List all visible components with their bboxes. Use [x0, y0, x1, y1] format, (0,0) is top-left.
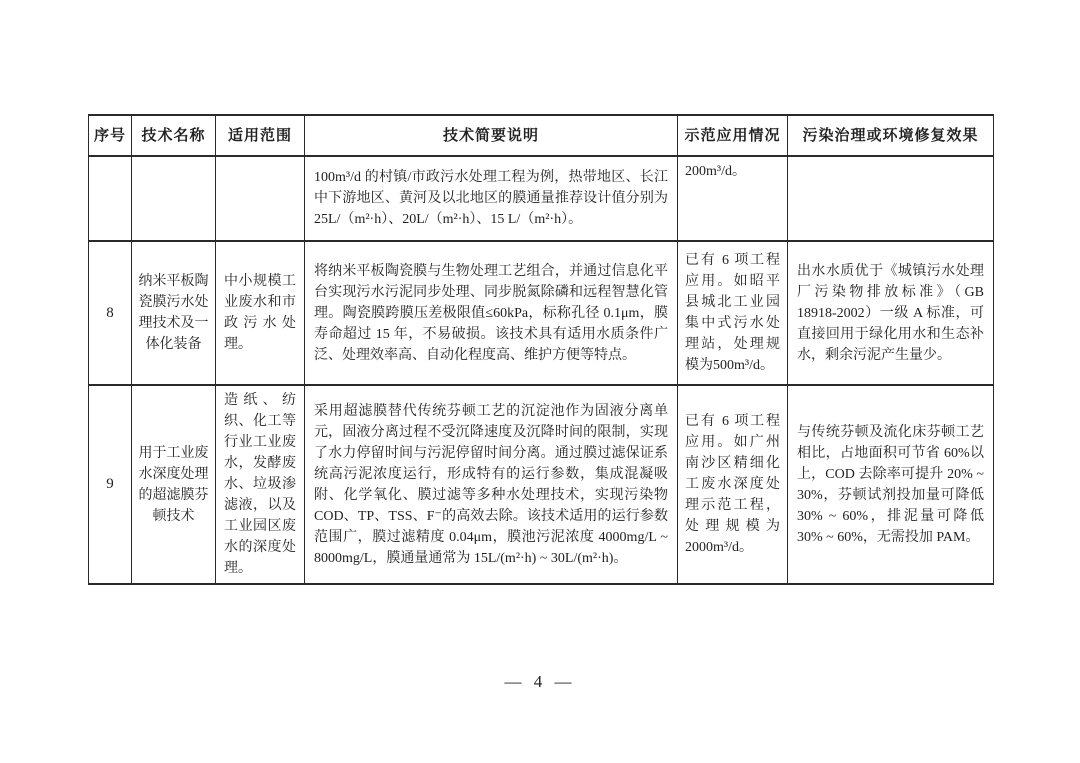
- header-applicable-scope: 适用范围: [216, 115, 305, 156]
- cell-technology-name: 用于工业废水深度处理的超滤膜芬顿技术: [132, 385, 216, 584]
- header-treatment-effect: 污染治理或环境修复效果: [788, 115, 994, 156]
- header-brief-description: 技术简要说明: [305, 115, 678, 156]
- cell-treatment-effect: [788, 156, 994, 241]
- cell-serial-number: [89, 156, 132, 241]
- cell-demo-application: 已有 6 项工程应用。如广州南沙区精细化工废水深度处理示范工程，处理规模为 2000m³/d。: [678, 385, 788, 584]
- cell-technology-name: [132, 156, 216, 241]
- cell-brief-description: 将纳米平板陶瓷膜与生物处理工艺组合，并通过信息化平台实现污水污泥同步处理、同步脱氮除磷和远程智慧化管理。陶瓷膜跨膜压差极限值≤60kPa，标称孔径 0.1μm，膜寿命超过 15 年，不易破损。该技术具有适用水质条件广泛、处理效率高、自动化程度高、维护方便等特点。: [305, 241, 678, 385]
- table-row-continuation: [89, 156, 994, 241]
- cell-demo-application: 200m³/d。: [678, 156, 788, 241]
- header-serial-number: 序号: [89, 115, 132, 156]
- page-number: — 4 —: [504, 672, 576, 691]
- cell-technology-name: 纳米平板陶瓷膜污水处理技术及一体化装备: [132, 241, 216, 385]
- header-demo-application: 示范应用情况: [678, 115, 788, 156]
- table-header-row: [89, 115, 994, 156]
- cell-applicable-scope: 造纸、纺织、化工等行业工业废水，发酵废水、垃圾渗滤液，以及工业园区废水的深度处理。: [216, 385, 305, 584]
- header-technology-name: 技术名称: [132, 115, 216, 156]
- cell-treatment-effect: 出水水质优于《城镇污水处理厂污染物排放标准》（GB 18918-2002）一级 A 标准，可直接回用于绿化用水和生态补水，剩余污泥产生量少。: [788, 241, 994, 385]
- technology-table: [88, 114, 994, 585]
- cell-applicable-scope: 中小规模工业废水和市政污水处理。: [216, 241, 305, 385]
- cell-serial-number: 8: [89, 241, 132, 385]
- cell-brief-description: 采用超滤膜替代传统芬顿工艺的沉淀池作为固液分离单元，固液分离过程不受沉降速度及沉降时间的限制，实现了水力停留时间与污泥停留时间分离。通过膜过滤保证系统高污泥浓度运行，形成特有的运行参数，集成混凝吸附、化学氧化、膜过滤等多种水处理技术，实现污染物 COD、TP、TSS、F⁻的高效去除。该技术适用的运行参数范围广，膜过滤精度 0.04μm，膜池污泥浓度 4000mg/L ~ 8000mg/L，膜通量通常为 15L/(m²·h) ~ 30L/(m²·h)。: [305, 385, 678, 584]
- cell-treatment-effect: 与传统芬顿及流化床芬顿工艺相比，占地面积可节省 60%以上，COD 去除率可提升 20% ~ 30%，芬顿试剂投加量可降低 30% ~ 60%，排泥量可降低 30% ~ 60%，无需投加 PAM。: [788, 385, 994, 584]
- table-row-8: [89, 241, 994, 385]
- cell-demo-application: 已有 6 项工程应用。如昭平县城北工业园集中式污水处理站，处理规模为500m³/d。: [678, 241, 788, 385]
- cell-serial-number: 9: [89, 385, 132, 584]
- cell-applicable-scope: [216, 156, 305, 241]
- cell-brief-description: 100m³/d 的村镇/市政污水处理工程为例，热带地区、长江中下游地区、黄河及以北地区的膜通量推荐设计值分别为 25L/（m²·h）、20L/（m²·h）、15 L/（m²·h）。: [305, 156, 678, 241]
- table-row-9: [89, 385, 994, 584]
